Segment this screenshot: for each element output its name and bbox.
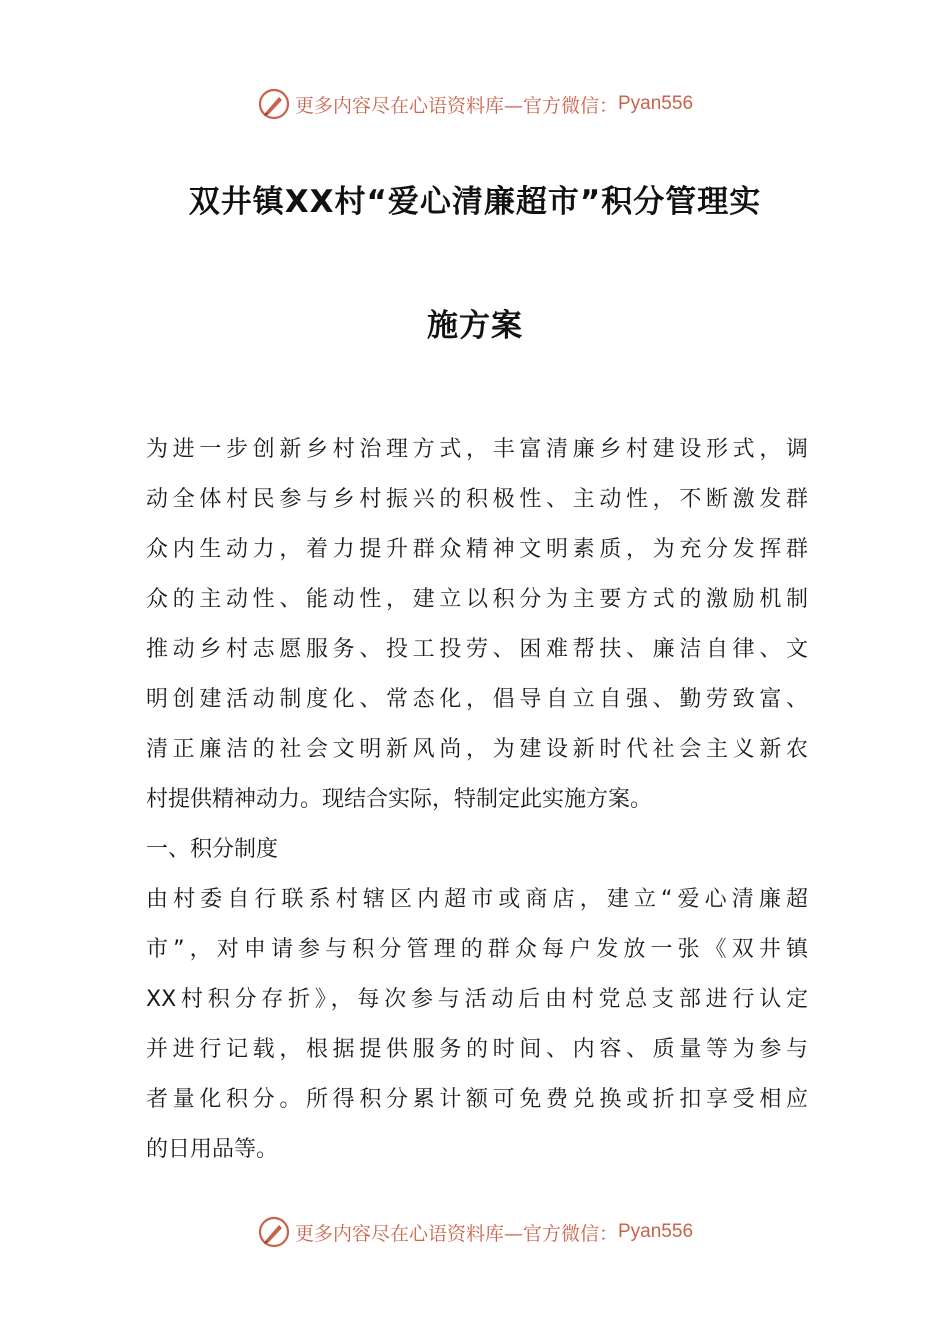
body-line: 者量化积分。所得积分累计额可免费兑换或折扣享受相应 [146, 1087, 808, 1112]
body-line: 的日用品等。 [146, 1137, 279, 1162]
watermark-id: Pyan556 [618, 1221, 694, 1242]
body-line: 众的主动性、能动性，建立以积分为主要方式的激励机制 [146, 587, 808, 612]
header-watermark [0, 84, 950, 124]
document-body [146, 428, 808, 1178]
body-line: XX村积分存折》，每次参与活动后由村党总支部进行认定 [146, 987, 808, 1012]
watermark-id: Pyan556 [618, 93, 694, 114]
body-line: 市”，对申请参与积分管理的群众每户发放一张《双井镇 [146, 937, 808, 962]
watermark-text: 更多内容尽在心语资料库—官方微信： [294, 94, 618, 117]
watermark-text: 更多内容尽在心语资料库—官方微信： [294, 1222, 618, 1245]
body-line: 村提供精神动力。现结合实际，特制定此实施方案。 [146, 787, 653, 812]
body-line: 众内生动力，着力提升群众精神文明素质，为充分发挥群 [146, 537, 808, 562]
body-line: 并进行记载，根据提供服务的时间、内容、质量等为参与 [146, 1037, 808, 1062]
footer-watermark [0, 1212, 950, 1252]
section-heading: 一、积分制度 [146, 837, 279, 862]
body-line: 清正廉洁的社会文明新风尚，为建设新时代社会主义新农 [146, 737, 808, 762]
body-line: 明创建活动制度化、常态化，倡导自立自强、勤劳致富、 [146, 687, 808, 712]
document-title-line-2: 施方案 [427, 308, 523, 344]
body-line: 推动乡村志愿服务、投工投劳、困难帮扶、廉洁自律、文 [146, 637, 808, 662]
body-line: 为进一步创新乡村治理方式，丰富清廉乡村建设形式，调 [146, 437, 808, 462]
body-line: 由村委自行联系村辖区内超市或商店，建立“爱心清廉超 [146, 887, 808, 912]
document-title-line-1: 双井镇XX村“爱心清廉超市”积分管理实 [188, 184, 762, 220]
pen-logo-icon [257, 87, 291, 121]
body-line: 动全体村民参与乡村振兴的积极性、主动性，不断激发群 [146, 487, 808, 512]
pen-logo-icon [257, 1215, 291, 1249]
